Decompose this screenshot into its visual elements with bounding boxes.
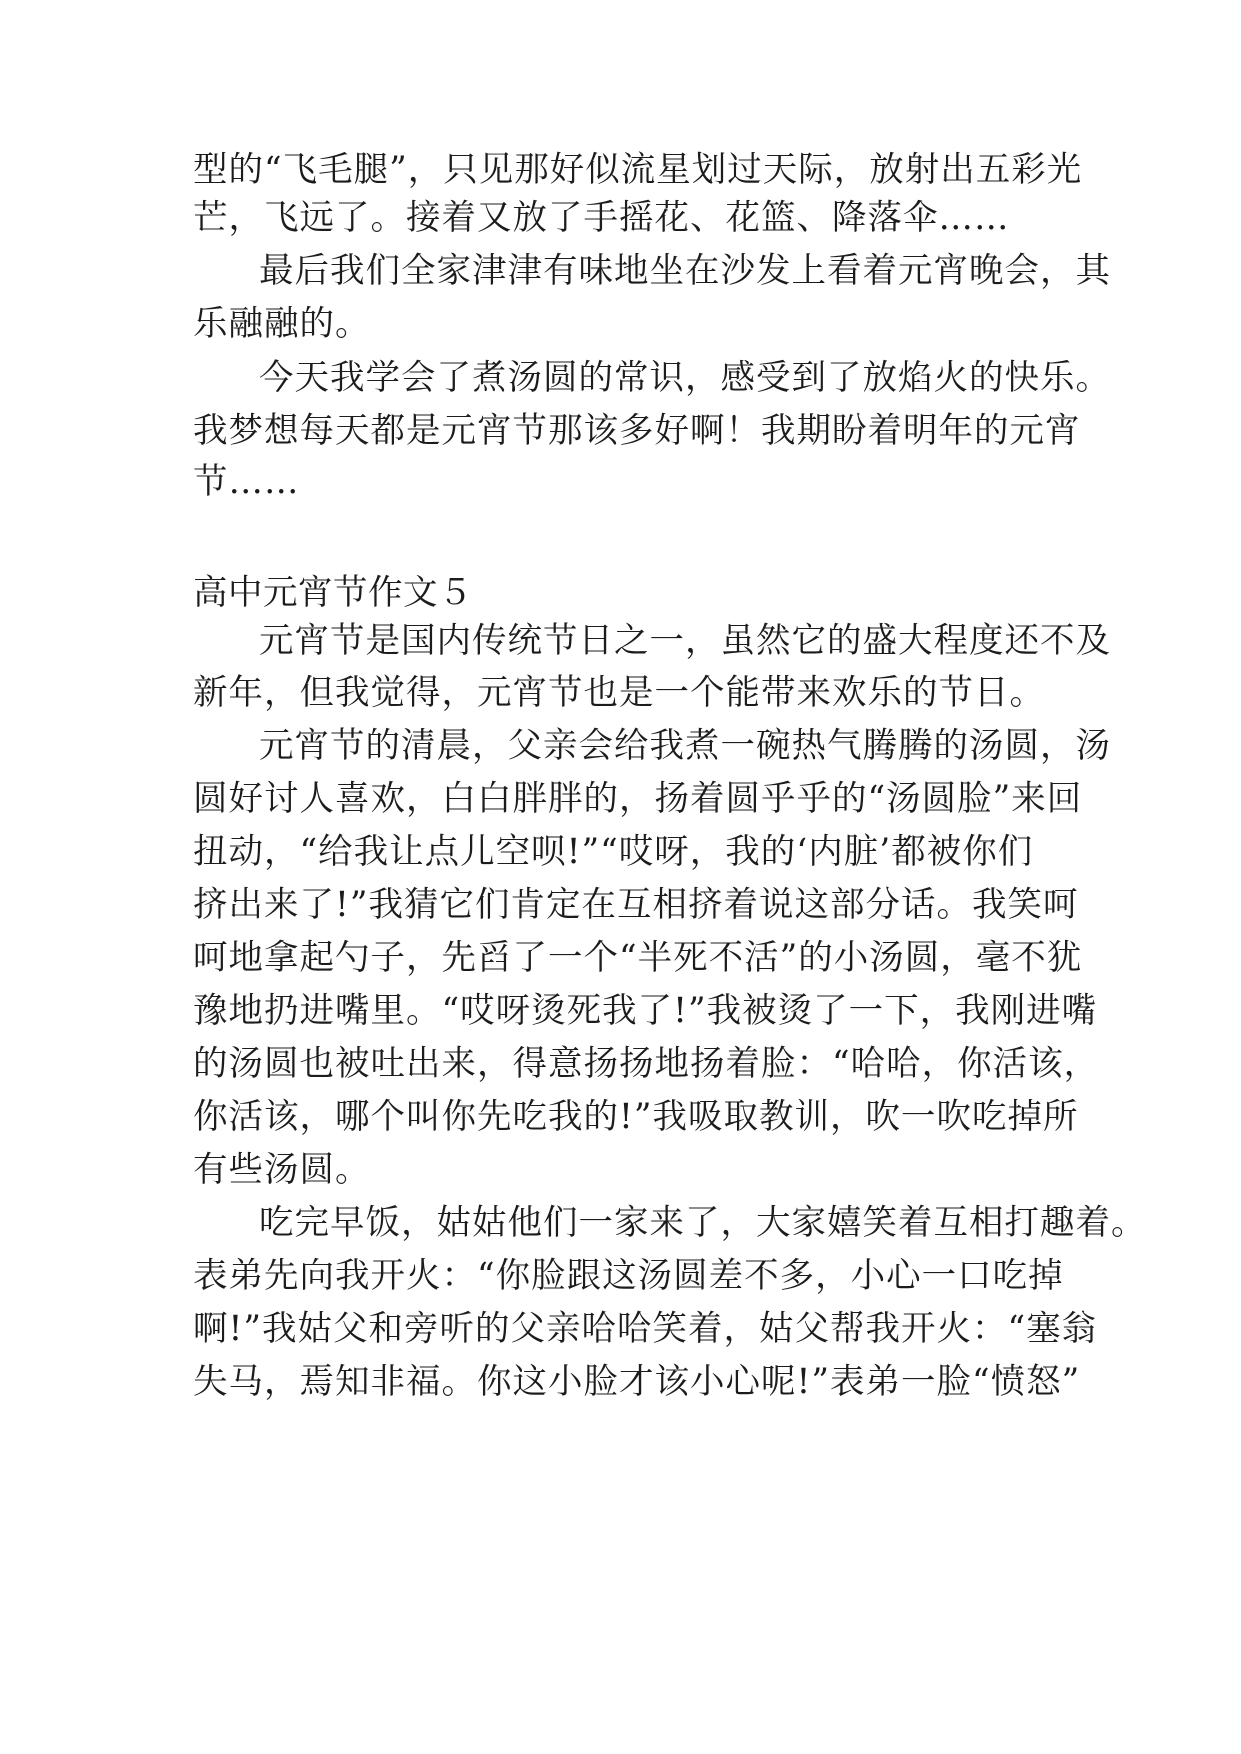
text-line: 芒，飞远了。接着又放了手摇花、花篮、降落伞…… — [193, 198, 1010, 238]
text-line: 挤出来了!”我猜它们肯定在互相挤着说这部分话。我笑呵 — [193, 885, 1079, 925]
section-heading: 高中元宵节作文５ — [193, 573, 473, 613]
text-line: 扭动，“给我让点儿空呗!”“哎呀，我的‘内脏’都被你们 — [193, 832, 1034, 872]
text-line: 啊!”我姑父和旁听的父亲哈哈笑着，姑父帮我开火：“塞翁 — [193, 1309, 1098, 1349]
text-line: 新年，但我觉得，元宵节也是一个能带来欢乐的节日。 — [193, 673, 1045, 713]
paragraph-first-line: 元宵节是国内传统节日之一，虽然它的盛大程度还不及 — [259, 621, 1111, 661]
paragraph-first-line: 今天我学会了煮汤圆的常识，感受到了放焰火的快乐。 — [259, 358, 1111, 398]
text-line: 的汤圆也被吐出来，得意扬扬地扬着脸：“哈哈，你活该， — [193, 1044, 1100, 1084]
text-line: 型的“飞毛腿”，只见那好似流星划过天际，放射出五彩光 — [193, 150, 1083, 190]
text-line: 失马，焉知非福。你这小脸才该小心呢!”表弟一脸“愤怒” — [193, 1362, 1081, 1402]
text-line: 节…… — [193, 462, 300, 502]
text-line: 呵地拿起勺子，先舀了一个“半死不活”的小汤圆，毫不犹 — [193, 938, 1083, 978]
text-line: 有些汤圆。 — [193, 1150, 371, 1190]
text-line: 你活该，哪个叫你先吃我的!”我吸取教训，吹一吹吃掉所 — [193, 1097, 1079, 1137]
text-line: 表弟先向我开火：“你脸跟这汤圆差不多，小心一口吃掉 — [193, 1256, 1064, 1296]
text-line: 豫地扔进嘴里。“哎呀烫死我了!”我被烫了一下，我刚进嘴 — [193, 991, 1098, 1031]
text-line: 乐融融的。 — [193, 304, 371, 344]
paragraph-first-line: 吃完早饭，姑姑他们一家来了，大家嬉笑着互相打趣着。 — [259, 1203, 1147, 1243]
paragraph-first-line: 元宵节的清晨，父亲会给我煮一碗热气腾腾的汤圆，汤 — [259, 726, 1111, 766]
text-line: 圆好讨人喜欢，白白胖胖的，扬着圆乎乎的“汤圆脸”来回 — [193, 779, 1083, 819]
paragraph-first-line: 最后我们全家津津有味地坐在沙发上看着元宵晚会，其 — [259, 251, 1111, 291]
text-line: 我梦想每天都是元宵节那该多好啊！我期盼着明年的元宵 — [193, 411, 1081, 451]
